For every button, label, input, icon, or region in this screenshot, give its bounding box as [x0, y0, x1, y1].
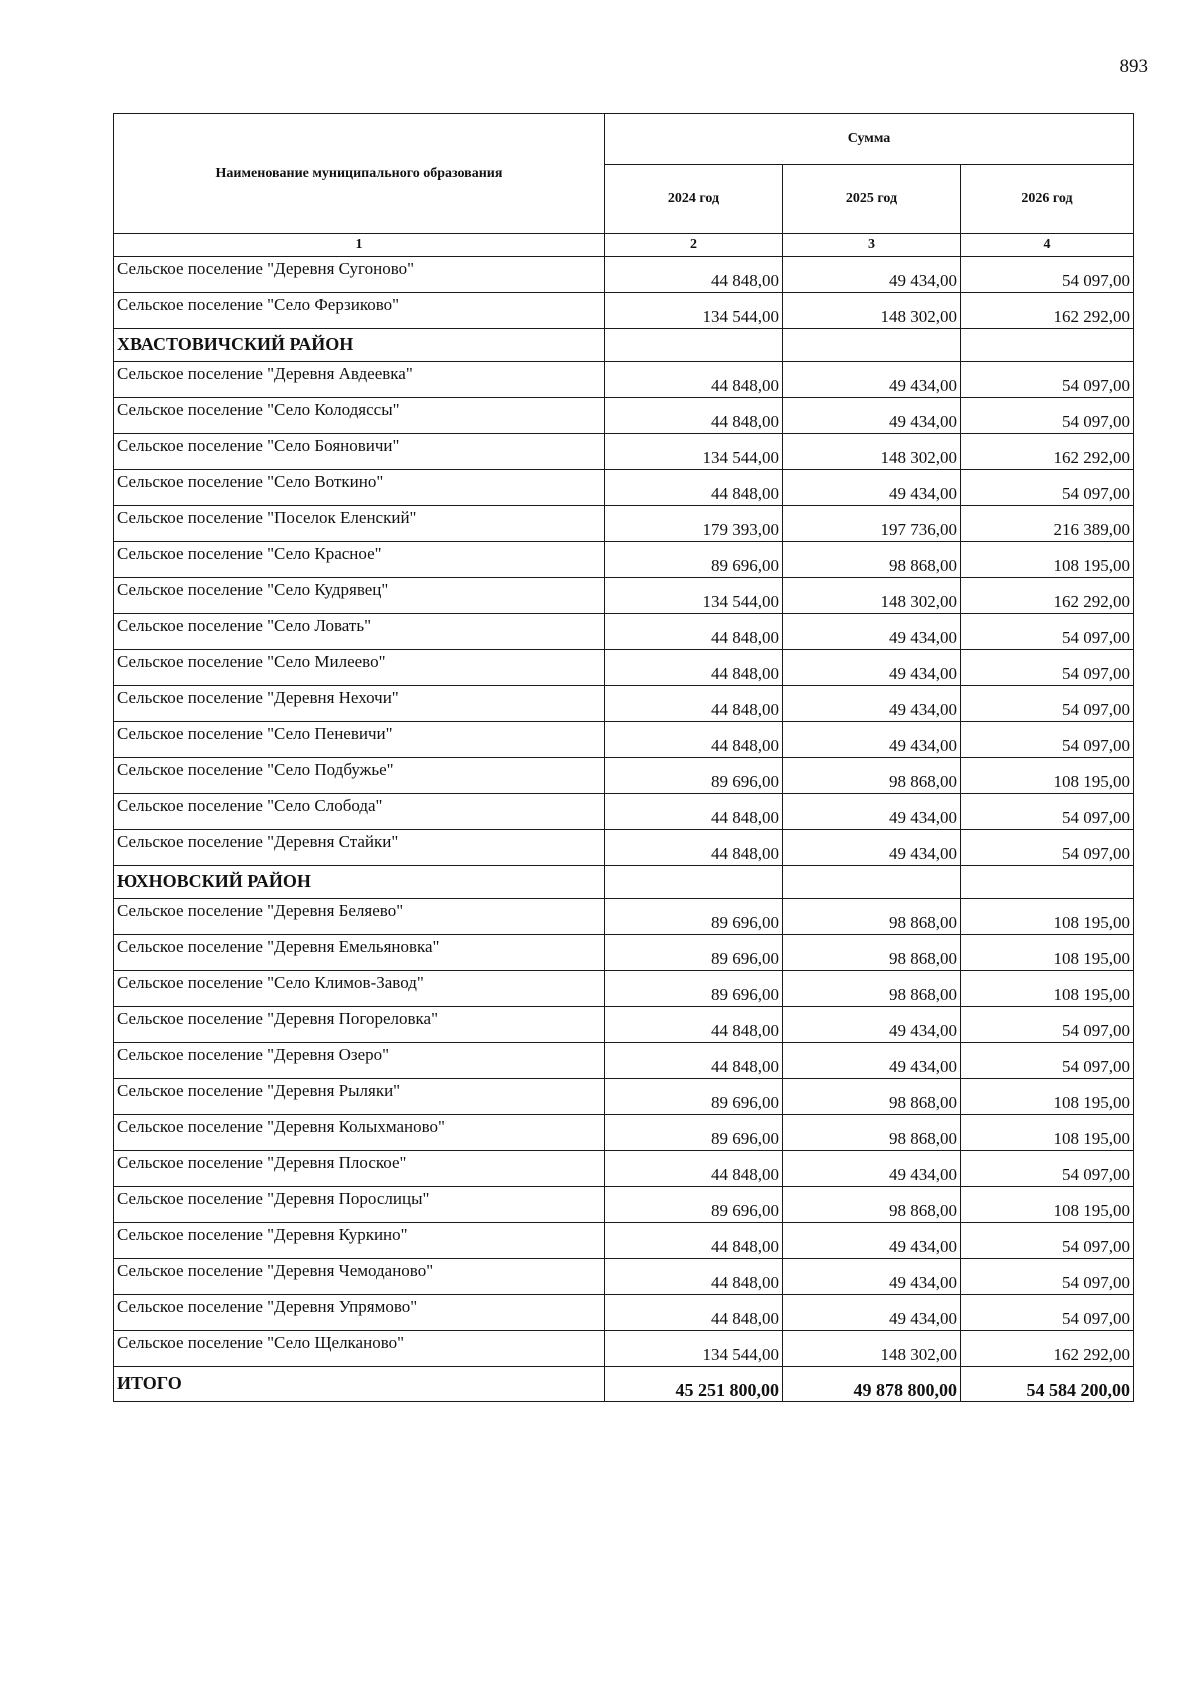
amount-2024: 44 848,00 — [605, 1007, 783, 1043]
table-row — [114, 971, 1134, 1007]
amount-2025: 98 868,00 — [783, 758, 961, 794]
amount-2024: 89 696,00 — [605, 758, 783, 794]
amount-2024: 44 848,00 — [605, 470, 783, 506]
district-row — [114, 329, 1134, 362]
settlement-name: Сельское поселение "Деревня Сугоново" — [114, 257, 605, 293]
column-number: 2 — [605, 234, 783, 257]
settlement-name: Сельское поселение "Деревня Рыляки" — [114, 1079, 605, 1115]
total-2026: 54 584 200,00 — [961, 1367, 1134, 1402]
settlement-name: Сельское поселение "Деревня Порослицы" — [114, 1187, 605, 1223]
table-row — [114, 1259, 1134, 1295]
district-row — [114, 866, 1134, 899]
amount-2025: 148 302,00 — [783, 293, 961, 329]
amount-2025: 49 434,00 — [783, 362, 961, 398]
header-year-2026: 2026 год — [961, 165, 1134, 234]
settlement-name: Сельское поселение "Село Подбужье" — [114, 758, 605, 794]
table-row — [114, 1043, 1134, 1079]
amount-2026: 108 195,00 — [961, 542, 1134, 578]
amount-2025: 98 868,00 — [783, 1115, 961, 1151]
amount-2024: 44 848,00 — [605, 1151, 783, 1187]
settlement-name: Сельское поселение "Деревня Нехочи" — [114, 686, 605, 722]
amount-2026: 216 389,00 — [961, 506, 1134, 542]
table-row — [114, 293, 1134, 329]
settlement-name: Сельское поселение "Деревня Куркино" — [114, 1223, 605, 1259]
settlement-name: Сельское поселение "Деревня Емельяновка" — [114, 935, 605, 971]
table-row — [114, 362, 1134, 398]
settlement-name: Сельское поселение "Деревня Колыхманово" — [114, 1115, 605, 1151]
settlement-name: Сельское поселение "Село Воткино" — [114, 470, 605, 506]
amount-2025: 49 434,00 — [783, 830, 961, 866]
amount-2026: 54 097,00 — [961, 1223, 1134, 1259]
amount-2024: 44 848,00 — [605, 794, 783, 830]
amount-2024: 89 696,00 — [605, 971, 783, 1007]
settlement-name: Сельское поселение "Деревня Озеро" — [114, 1043, 605, 1079]
amount-2026: 54 097,00 — [961, 362, 1134, 398]
amount-2026: 108 195,00 — [961, 935, 1134, 971]
amount-2025: 148 302,00 — [783, 434, 961, 470]
amount-2025: 98 868,00 — [783, 935, 961, 971]
amount-2024: 44 848,00 — [605, 722, 783, 758]
header-name-column: Наименование муниципального образования — [114, 114, 605, 234]
column-number: 1 — [114, 234, 605, 257]
table-row — [114, 1115, 1134, 1151]
amount-2026: 54 097,00 — [961, 794, 1134, 830]
amount-2024: 134 544,00 — [605, 293, 783, 329]
header-year-2024: 2024 год — [605, 165, 783, 234]
amount-2025: 49 434,00 — [783, 1259, 961, 1295]
amount-2025: 98 868,00 — [783, 971, 961, 1007]
amount-2026: 54 097,00 — [961, 257, 1134, 293]
settlement-name: Сельское поселение "Деревня Плоское" — [114, 1151, 605, 1187]
amount-2025: 98 868,00 — [783, 899, 961, 935]
table-row — [114, 1079, 1134, 1115]
table-row — [114, 614, 1134, 650]
settlement-name: Сельское поселение "Деревня Стайки" — [114, 830, 605, 866]
settlement-name: Сельское поселение "Село Ферзиково" — [114, 293, 605, 329]
amount-2025: 98 868,00 — [783, 1187, 961, 1223]
amount-2025: 148 302,00 — [783, 578, 961, 614]
amount-2026: 54 097,00 — [961, 470, 1134, 506]
amount-2026: 54 097,00 — [961, 686, 1134, 722]
amount-2024: 89 696,00 — [605, 1115, 783, 1151]
table-row — [114, 1151, 1134, 1187]
amount-2024: 44 848,00 — [605, 1223, 783, 1259]
amount-2026: 54 097,00 — [961, 1007, 1134, 1043]
amount-2025: 197 736,00 — [783, 506, 961, 542]
district-name: ХВАСТОВИЧСКИЙ РАЙОН — [114, 329, 605, 362]
amount-2025: 49 434,00 — [783, 650, 961, 686]
amount-2025: 148 302,00 — [783, 1331, 961, 1367]
settlement-name: Сельское поселение "Село Ловать" — [114, 614, 605, 650]
settlement-name: Сельское поселение "Село Колодяссы" — [114, 398, 605, 434]
settlement-name: Сельское поселение "Деревня Упрямово" — [114, 1295, 605, 1331]
settlement-name: Сельское поселение "Село Слобода" — [114, 794, 605, 830]
amount-2026: 108 195,00 — [961, 1079, 1134, 1115]
amount-2025: 49 434,00 — [783, 1295, 961, 1331]
empty-cell — [961, 329, 1134, 362]
amount-2026: 54 097,00 — [961, 830, 1134, 866]
settlement-name: Сельское поселение "Деревня Авдеевка" — [114, 362, 605, 398]
table-row — [114, 1295, 1134, 1331]
table-row — [114, 470, 1134, 506]
amount-2024: 89 696,00 — [605, 1079, 783, 1115]
table-row — [114, 1331, 1134, 1367]
table-row — [114, 686, 1134, 722]
amount-2024: 44 848,00 — [605, 398, 783, 434]
settlement-name: Сельское поселение "Поселок Еленский" — [114, 506, 605, 542]
amount-2026: 54 097,00 — [961, 614, 1134, 650]
amount-2024: 134 544,00 — [605, 578, 783, 614]
table-row — [114, 794, 1134, 830]
amount-2024: 89 696,00 — [605, 935, 783, 971]
amount-2026: 54 097,00 — [961, 398, 1134, 434]
table-row — [114, 506, 1134, 542]
amount-2025: 49 434,00 — [783, 614, 961, 650]
amount-2025: 49 434,00 — [783, 257, 961, 293]
amount-2026: 108 195,00 — [961, 1115, 1134, 1151]
amount-2026: 108 195,00 — [961, 1187, 1134, 1223]
amount-2024: 44 848,00 — [605, 650, 783, 686]
settlement-name: Сельское поселение "Село Кудрявец" — [114, 578, 605, 614]
amount-2025: 49 434,00 — [783, 1151, 961, 1187]
amount-2024: 44 848,00 — [605, 1043, 783, 1079]
amount-2024: 89 696,00 — [605, 1187, 783, 1223]
amount-2025: 49 434,00 — [783, 1007, 961, 1043]
amount-2026: 54 097,00 — [961, 650, 1134, 686]
empty-cell — [605, 329, 783, 362]
table-row — [114, 899, 1134, 935]
settlement-name: Сельское поселение "Деревня Погореловка" — [114, 1007, 605, 1043]
table-row — [114, 1007, 1134, 1043]
empty-cell — [783, 329, 961, 362]
header-year-2025: 2025 год — [783, 165, 961, 234]
allocation-table — [113, 113, 1134, 1402]
amount-2024: 44 848,00 — [605, 830, 783, 866]
amount-2026: 162 292,00 — [961, 293, 1134, 329]
amount-2026: 54 097,00 — [961, 1295, 1134, 1331]
amount-2024: 134 544,00 — [605, 434, 783, 470]
amount-2024: 89 696,00 — [605, 542, 783, 578]
settlement-name: Сельское поселение "Деревня Беляево" — [114, 899, 605, 935]
empty-cell — [783, 866, 961, 899]
table-row — [114, 650, 1134, 686]
amount-2024: 44 848,00 — [605, 1295, 783, 1331]
empty-cell — [961, 866, 1134, 899]
amount-2025: 49 434,00 — [783, 722, 961, 758]
amount-2026: 162 292,00 — [961, 434, 1134, 470]
amount-2026: 108 195,00 — [961, 899, 1134, 935]
column-number: 3 — [783, 234, 961, 257]
table-row — [114, 434, 1134, 470]
amount-2025: 98 868,00 — [783, 542, 961, 578]
amount-2024: 44 848,00 — [605, 1259, 783, 1295]
amount-2025: 49 434,00 — [783, 686, 961, 722]
settlement-name: Сельское поселение "Село Климов-Завод" — [114, 971, 605, 1007]
settlement-name: Сельское поселение "Деревня Чемоданово" — [114, 1259, 605, 1295]
amount-2024: 89 696,00 — [605, 899, 783, 935]
settlement-name: Сельское поселение "Село Бояновичи" — [114, 434, 605, 470]
amount-2025: 49 434,00 — [783, 1043, 961, 1079]
amount-2025: 49 434,00 — [783, 794, 961, 830]
table-row — [114, 1223, 1134, 1259]
settlement-name: Сельское поселение "Село Милеево" — [114, 650, 605, 686]
amount-2026: 54 097,00 — [961, 1043, 1134, 1079]
table-header — [114, 114, 1134, 257]
column-number: 4 — [961, 234, 1134, 257]
amount-2025: 49 434,00 — [783, 1223, 961, 1259]
amount-2026: 108 195,00 — [961, 971, 1134, 1007]
table-row — [114, 578, 1134, 614]
amount-2024: 179 393,00 — [605, 506, 783, 542]
amount-2026: 54 097,00 — [961, 1151, 1134, 1187]
empty-cell — [605, 866, 783, 899]
amount-2026: 54 097,00 — [961, 1259, 1134, 1295]
table-row — [114, 542, 1134, 578]
district-name: ЮХНОВСКИЙ РАЙОН — [114, 866, 605, 899]
amount-2025: 49 434,00 — [783, 470, 961, 506]
amount-2024: 134 544,00 — [605, 1331, 783, 1367]
amount-2026: 108 195,00 — [961, 758, 1134, 794]
settlement-name: Сельское поселение "Село Красное" — [114, 542, 605, 578]
table-body — [114, 257, 1134, 1367]
table-row — [114, 722, 1134, 758]
amount-2024: 44 848,00 — [605, 614, 783, 650]
table-row — [114, 830, 1134, 866]
table-row — [114, 398, 1134, 434]
amount-2024: 44 848,00 — [605, 686, 783, 722]
table-row — [114, 1187, 1134, 1223]
header-sum: Сумма — [605, 114, 1134, 165]
table-row — [114, 257, 1134, 293]
total-label: ИТОГО — [114, 1367, 605, 1402]
amount-2026: 54 097,00 — [961, 722, 1134, 758]
amount-2026: 162 292,00 — [961, 1331, 1134, 1367]
settlement-name: Сельское поселение "Село Щелканово" — [114, 1331, 605, 1367]
amount-2025: 98 868,00 — [783, 1079, 961, 1115]
amount-2026: 162 292,00 — [961, 578, 1134, 614]
settlement-name: Сельское поселение "Село Пеневичи" — [114, 722, 605, 758]
amount-2025: 49 434,00 — [783, 398, 961, 434]
table-row — [114, 758, 1134, 794]
total-2024: 45 251 800,00 — [605, 1367, 783, 1402]
amount-2024: 44 848,00 — [605, 362, 783, 398]
page-number: 893 — [1119, 56, 1148, 77]
total-2025: 49 878 800,00 — [783, 1367, 961, 1402]
table-row — [114, 935, 1134, 971]
amount-2024: 44 848,00 — [605, 257, 783, 293]
total-row — [114, 1367, 1134, 1402]
